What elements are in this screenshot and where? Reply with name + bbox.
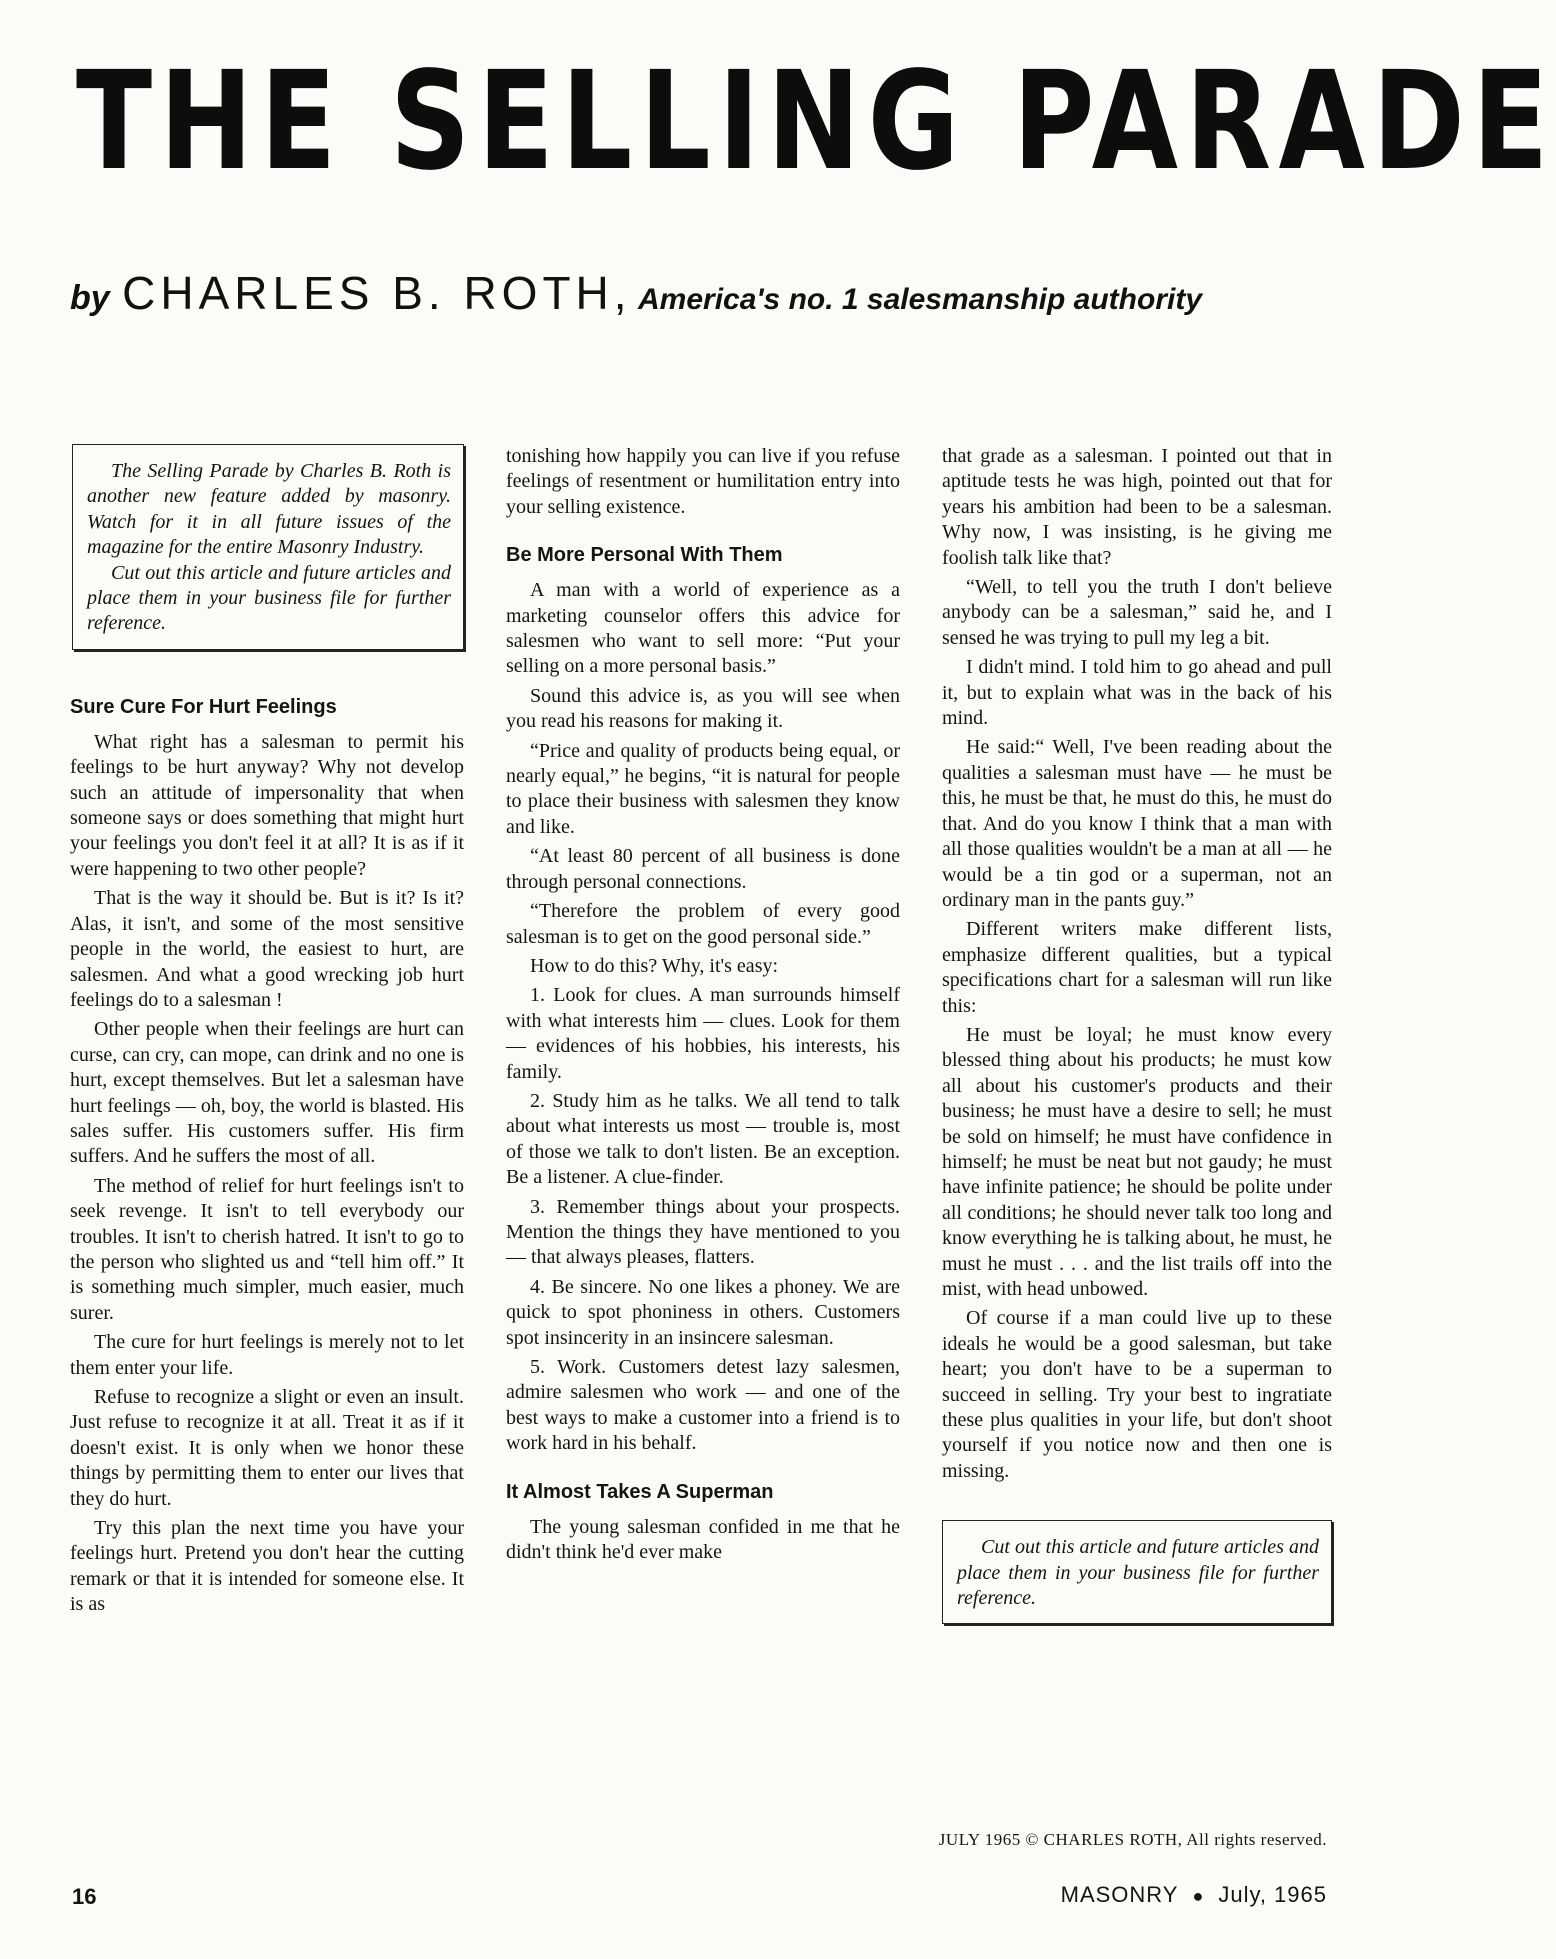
issue-date: July, 1965	[1218, 1882, 1327, 1907]
body-paragraph: Try this plan the next time you have your feelings hurt. Pretend you don't hear the cutting remark or that it is intended for someone else. It is as	[70, 1517, 464, 1616]
author-name: CHARLES B. ROTH,	[122, 267, 632, 319]
byline-by: by	[70, 279, 110, 317]
byline	[70, 266, 1332, 320]
body-paragraph: He said:“ Well, I've been reading about the qualities a salesman must have — he must be this, he must be that, he must do this, he must do that. And do you know I think that a man with all those qualities wouldn't be a man at all — he would be a tin god or a superman, not an ordinary man in the pants guy.”	[942, 736, 1332, 911]
body-paragraph: “Well, to tell you the truth I don't believe anybody can be a salesman,” said he, and I sensed he was trying to pull my leg a bit.	[942, 576, 1332, 649]
body-paragraph: He must be loyal; he must know every blessed thing about his products; he must kow all about his customer's products and their business; he must have a desire to sell; he must be sold on himself; he must have confidence in himself; he must be neat but not gaudy; he must have infinite patience; he should be polite under all conditions; he should never talk too long and know everything he is talking about, he must, he must he must . . . and the list trails off into the mist, with head unbowed.	[942, 1023, 1332, 1300]
body-paragraph: That is the way it should be. But is it? Is it? Alas, it isn't, and some of the most sensitive people in the world, the easiest to hurt, are salesmen. And what a good wrecking job hurt feelings do to a salesman !	[70, 887, 464, 1011]
running-footer	[1061, 1882, 1327, 1908]
body-paragraph: Other people when their feelings are hurt can curse, can cry, can mope, can drink and no one is hurt, except themselves. But let a salesman have hurt feelings — oh, boy, the world is blasted. His sales suffer. His customers suffer. His firm suffers. And he suffers the most of all.	[70, 1018, 464, 1168]
clip-reminder-box	[942, 1520, 1332, 1624]
list-item: 2. Study him as he talks. We all tend to talk about what interests us most — trouble is, most of those we talk to don't listen. Be an exception. Be a listener. A clue-finder.	[506, 1089, 900, 1189]
body-paragraph: Of course if a man could live up to these ideals he would be a good salesman, but take heart; you don't have to be a superman to succeed in selling. Try your best to ingratiate these plus qualities in your life, but don't shoot yourself if you notice now and then one is missing.	[942, 1307, 1332, 1482]
body-paragraph: “At least 80 percent of all business is done through personal connections.	[506, 845, 900, 893]
body-paragraph: Different writers make different lists, emphasize different qualities, but a typical specifications chart for a salesman will run like this:	[942, 918, 1332, 1017]
editor-note-box	[72, 444, 464, 650]
body-paragraph: Sound this advice is, as you will see when you read his reasons for making it.	[506, 684, 900, 733]
body-paragraph: The cure for hurt feelings is merely not to let them enter your life.	[70, 1331, 464, 1379]
editor-note-paragraph: Cut out this article and future articles and place them in your business file for further reference.	[87, 561, 451, 635]
body-paragraph: Refuse to recognize a slight or even an insult. Just refuse to recognize it at all. Treat it as if it doesn't exist. It is only when we honor these things by permitting them to enter our lives that they do hurt.	[70, 1386, 464, 1510]
body-paragraph: A man with a world of experience as a marketing counselor offers this advice for salesmen who want to sell more: “Put your selling on a more personal basis.”	[506, 579, 900, 678]
body-paragraph: What right has a salesman to permit his feelings to be hurt anyway? Why not develop such an attitude of impersonality that when someone says or does something that might hurt your feelings you don't feel it at all? It is as if it were happening to two other people?	[70, 730, 464, 880]
body-paragraph: The method of relief for hurt feelings isn't to seek revenge. It isn't to tell everybody our troubles. It isn't to cherish hatred. It isn't to go to the person who slighted us and “tell him off.” It is something much simpler, much easier, much surer.	[70, 1174, 464, 1324]
body-paragraph: How to do this? Why, it's easy:	[530, 954, 779, 977]
magazine-name: MASONRY	[1060, 1882, 1179, 1907]
section-heading-superman: It Almost Takes A Superman	[506, 1480, 774, 1503]
clip-reminder-text: Cut out this article and future articles and place them in your business file for further reference.	[957, 1536, 1319, 1610]
body-paragraph: tonishing how happily you can live if you refuse feelings of resentment or humilitation entry into your selling existence.	[506, 445, 900, 518]
column-2	[506, 444, 900, 1569]
column-1	[70, 444, 464, 1622]
copyright-notice: JULY 1965 © CHARLES ROTH, All rights reserved.	[938, 1830, 1327, 1849]
column-3	[942, 444, 1332, 1624]
bullet-separator: ●	[1192, 1886, 1205, 1906]
list-item: 1. Look for clues. A man surrounds himself with what interests him — clues. Look for them — evidences of his hobbies, his interests, his family.	[506, 984, 900, 1083]
list-item: 3. Remember things about your prospects. Mention the things they have mentioned to you — that always pleases, flatters.	[506, 1195, 900, 1269]
editor-note-paragraph: The Selling Parade by Charles B. Roth is another new feature added by masonry. Watch for it in all future issues of the magazine for the entire Masonry Industry.	[87, 460, 451, 559]
article-title: THE SELLING PARADE	[76, 43, 1556, 201]
list-item: 4. Be sincere. No one likes a phoney. We are quick to spot phoniness in others. Customers spot insincerity in an insincere salesman.	[506, 1275, 900, 1349]
section-heading-be-more-personal: Be More Personal With Them	[506, 544, 783, 567]
body-paragraph: The young salesman confided in me that he didn't think he'd ever make	[506, 1515, 900, 1564]
body-paragraph: I didn't mind. I told him to go ahead and pull it, but to explain what was in the back of his mind.	[942, 656, 1332, 730]
body-paragraph: that grade as a salesman. I pointed out that in aptitude tests he was high, pointed out that for years his ambition had been to be a salesman. Why now, I was insisting, is he giving me foolish talk like that?	[942, 445, 1332, 569]
body-paragraph: “Price and quality of products being equal, or nearly equal,” he begins, “it is natural for people to place their business with salesmen they know and like.	[506, 739, 900, 838]
body-paragraph: “Therefore the problem of every good salesman is to get on the good personal side.”	[506, 900, 900, 948]
page-number: 16	[72, 1884, 97, 1909]
author-tagline: America's no. 1 salesmanship authority	[638, 283, 1203, 316]
list-item: 5. Work. Customers detest lazy salesmen, admire salesmen who work — and one of the best ways to make a customer into a friend is to work hard in his behalf.	[506, 1356, 900, 1455]
section-heading-hurt-feelings: Sure Cure For Hurt Feelings	[70, 695, 337, 718]
